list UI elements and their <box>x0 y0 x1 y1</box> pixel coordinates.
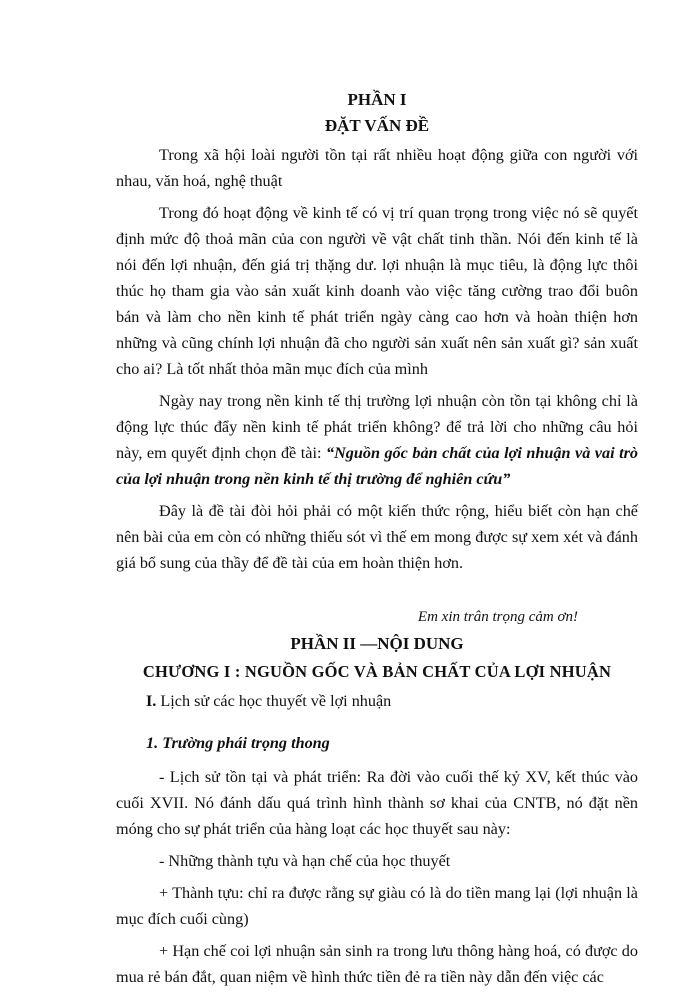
list-item-limitations: + Hạn chế coi lợi nhuận sản sinh ra trong lưu thông hàng hoá, có được do mua rẻ bán đắt, quan niệm về hình thức tiền đẻ ra tiền này dẫn đến việc các <box>116 942 638 987</box>
section-heading <box>146 688 638 714</box>
topic-quote: “Nguồn gốc bản chất của lợi nhuận và vai trò của lợi nhuận trong nền kinh tế thị trường để nghiên cứu” <box>116 444 638 488</box>
list-item-history: - Lịch sử tồn tại và phát triển: Ra đời vào cuối thế kỷ XV, kết thúc vào cuối XVII. Nó đánh dấu quá trình hình thành sơ khai của CNTB, nó đặt nền móng cho sự phát triển của hàng loạt các học thuyết sau này: <box>116 768 638 839</box>
paragraph-topic-text: Ngày nay trong nền kinh tế thị trường lợi nhuận còn tồn tại không chỉ là động lực thúc đẩy nền kinh tế phát triển không? để trả lời cho những câu hỏi này, em quyết định chọn đề tài: <box>116 392 638 462</box>
paragraph-economy: Trong đó hoạt động về kinh tế có vị trí quan trọng trong việc nó sẽ quyết định mức độ thoả mãn của con người về vật chất tinh thần. Nói đến kinh tế là nói đến lợi nhuận, đến giá trị thặng dư. lợi nhuận là mục tiêu, là động lực thôi thúc họ tham gia vào sản xuất kinh doanh vào việc tăng cường trao đổi buôn bán và làm cho nền kinh tế phát triển ngày càng cao hơn và hoàn thiện hơn những và cũng chính lợi nhuận đã cho người sản xuất nên sản xuất gì? sản xuất cho ai? Là tốt nhất thỏa mãn mục đích của mình <box>116 204 638 378</box>
paragraph-closing: Đây là đề tài đòi hỏi phải có một kiến thức rộng, hiểu biết còn hạn chế nên bài của em còn có những thiếu sót vì thế em mong được sự xem xét và đánh giá bổ sung của thầy để đề tài của em hoàn thiện hơn. <box>116 502 638 572</box>
section-number: I. <box>146 692 157 710</box>
paragraph-topic <box>116 388 638 492</box>
page-content <box>116 88 638 996</box>
part1-heading: PHẦN I <box>347 90 407 109</box>
subsection-heading: 1. Trường phái trọng thong <box>146 734 330 753</box>
thanks-note: Em xin trân trọng cảm ơn! <box>417 609 578 625</box>
list-item-achievements: - Những thành tựu và hạn chế của học thuyết <box>159 852 451 871</box>
chapter-title: CHƯƠNG I : NGUỒN GỐC VÀ BẢN CHẤT CỦA LỢI NHUẬN <box>142 662 612 681</box>
list-item-success: + Thành tựu: chỉ ra được rằng sự giàu có là do tiền mang lại (lợi nhuận là mục đích cuối cùng) <box>116 884 638 929</box>
section-title: Lịch sử các học thuyết về lợi nhuận <box>160 692 392 710</box>
part1-title: ĐẶT VẤN ĐỀ <box>324 116 430 135</box>
part2-heading: PHẦN II —NỘI DUNG <box>290 634 464 653</box>
paragraph-intro: Trong xã hội loài người tồn tại rất nhiều hoạt động giữa con người với nhau, văn hoá, nghệ thuật <box>116 146 638 190</box>
